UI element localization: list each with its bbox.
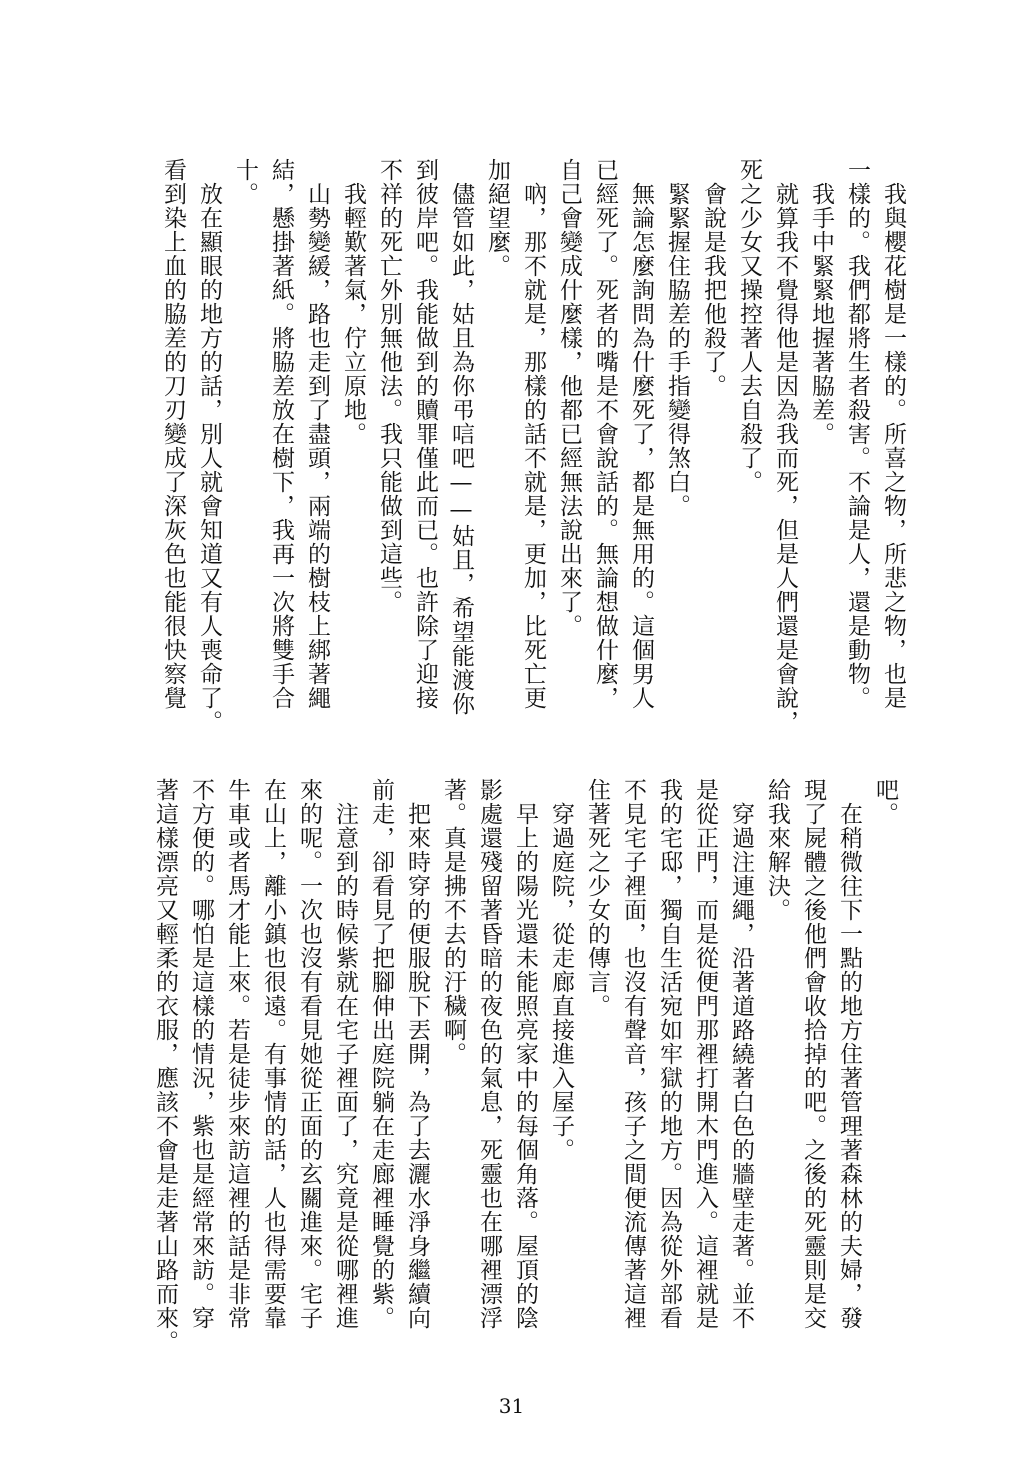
text-line: 不方便的。哪怕是這樣的情況，紫也是經常來訪。穿 bbox=[188, 778, 214, 1330]
text-line: 注意到的時候紫就在宅子裡面了，究竟是從哪裡進 bbox=[332, 778, 358, 1330]
text-line: 我輕歎著氣，佇立原地。 bbox=[340, 158, 366, 446]
text-line: 死之少女又操控著人去自殺了。 bbox=[736, 158, 762, 494]
text-line: 山勢變緩，路也走到了盡頭，兩端的樹枝上綁著繩 bbox=[304, 158, 330, 710]
text-line: 是從正門，而是從便門那裡打開木門進入。這裡就是 bbox=[692, 778, 718, 1330]
text-line: 自己會變成什麼樣，他都已經無法說出來了。 bbox=[556, 158, 582, 638]
text-line: 就算我不覺得他是因為我而死，但是人們還是會說， bbox=[772, 158, 798, 734]
text-line: 加絕望麼。 bbox=[484, 158, 510, 278]
text-line: 到彼岸吧。我能做到的贖罪僅此而已。也許除了迎接 bbox=[412, 158, 438, 710]
text-line: 著。真是拂不去的汙穢啊。 bbox=[440, 778, 466, 1066]
text-line: 給我來解決。 bbox=[764, 778, 790, 922]
text-line: 現了屍體之後他們會收拾掉的吧。之後的死靈則是交 bbox=[800, 778, 826, 1330]
text-line: 放在顯眼的地方的話，別人就會知道又有人喪命了。 bbox=[196, 158, 222, 734]
text-line: 把來時穿的便服脫下丟開，為了去灑水淨身繼續向 bbox=[404, 778, 430, 1330]
text-line: 穿過注連繩，沿著道路繞著白色的牆壁走著。並不 bbox=[728, 778, 754, 1330]
text-line: 無論怎麼詢問為什麼死了，都是無用的。這個男人 bbox=[628, 158, 654, 710]
text-line: 在稍微往下一點的地方住著管理著森林的夫婦，發 bbox=[836, 778, 862, 1330]
text-line: 會說是我把他殺了。 bbox=[700, 158, 726, 398]
text-line: 不見宅子裡面，也沒有聲音，孩子之間便流傳著這裡 bbox=[620, 778, 646, 1330]
text-line: 住著死之少女的傳言。 bbox=[584, 778, 610, 1018]
text-line: 結，懸掛著紙。將脇差放在樹下，我再一次將雙手合 bbox=[268, 158, 294, 710]
page-number: 31 bbox=[498, 1394, 525, 1418]
text-line: 著這樣漂亮又輕柔的衣服，應該不會是走著山路而來。 bbox=[152, 778, 178, 1354]
upper-text-block bbox=[155, 158, 911, 734]
text-line: 前走，卻看見了把腳伸出庭院躺在走廊裡睡覺的紫。 bbox=[368, 778, 394, 1330]
text-line: 我手中緊緊地握著脇差。 bbox=[808, 158, 834, 446]
text-line: 我的宅邸，獨自生活宛如牢獄的地方。因為從外部看 bbox=[656, 778, 682, 1330]
text-line: 已經死了。死者的嘴是不會說話的。無論想做什麼， bbox=[592, 158, 618, 710]
text-line: 一樣的。我們都將生者殺害。不論是人，還是動物。 bbox=[844, 158, 870, 710]
text-line: 看到染上血的脇差的刀刃變成了深灰色也能很快察覺 bbox=[160, 158, 186, 710]
lower-text-block bbox=[147, 778, 903, 1368]
text-line: 吧。 bbox=[872, 778, 898, 826]
text-line: 在山上，離小鎮也很遠。有事情的話，人也得需要靠 bbox=[260, 778, 286, 1330]
text-line: 不祥的死亡外別無他法。我只能做到這些。 bbox=[376, 158, 402, 614]
text-line: 早上的陽光還未能照亮家中的每個角落。屋頂的陰 bbox=[512, 778, 538, 1330]
text-line: 儘管如此，姑且為你弔唁吧——姑且，希望能渡你 bbox=[448, 158, 474, 716]
text-line: 穿過庭院，從走廊直接進入屋子。 bbox=[548, 778, 574, 1162]
text-line: 我與櫻花樹是一樣的。所喜之物，所悲之物，也是 bbox=[880, 158, 906, 710]
text-line: 吶，那不就是，那樣的話不就是，更加，比死亡更 bbox=[520, 158, 546, 710]
text-line: 十。 bbox=[232, 158, 258, 206]
text-line: 緊緊握住脇差的手指變得煞白。 bbox=[664, 158, 690, 518]
text-line: 來的呢。一次也沒有看見她從正面的玄關進來。宅子 bbox=[296, 778, 322, 1330]
text-line: 影處還殘留著昏暗的夜色的氣息，死靈也在哪裡漂浮 bbox=[476, 778, 502, 1330]
text-line: 牛車或者馬才能上來。若是徒步來訪這裡的話是非常 bbox=[224, 778, 250, 1330]
